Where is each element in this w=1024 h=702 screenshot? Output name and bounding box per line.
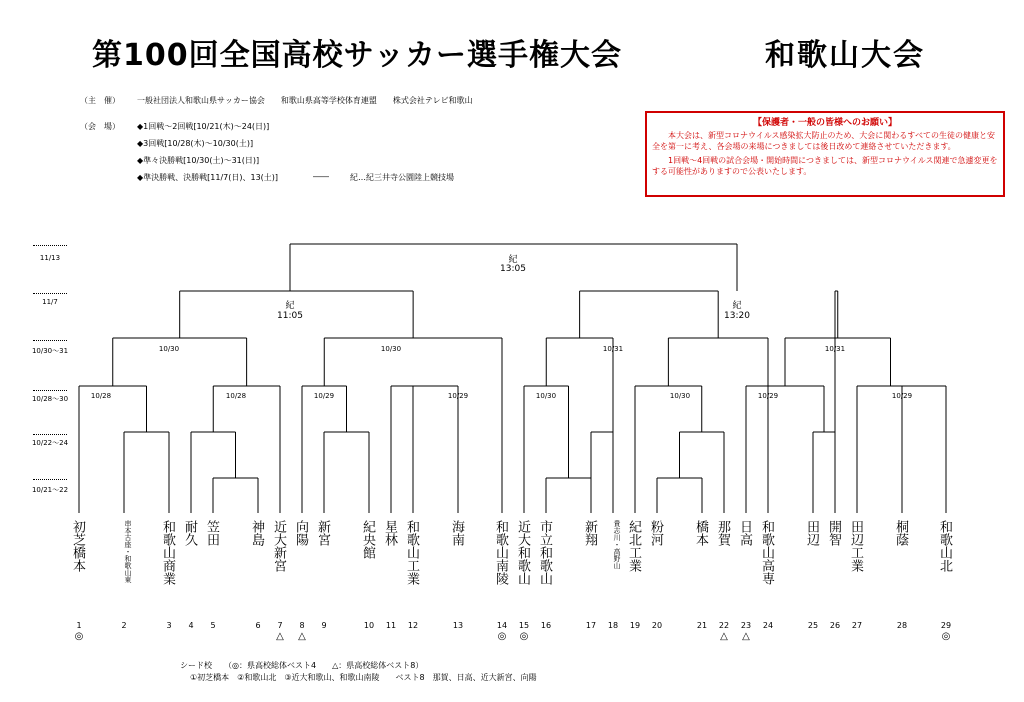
team-name: 和歌山商業 — [160, 520, 175, 585]
team-number: 25 — [807, 621, 819, 630]
team-number: 1 — [76, 621, 82, 630]
date-label: 11/7 — [42, 298, 58, 306]
seed-mark: △ — [720, 631, 728, 642]
seed-mark: ◎ — [497, 631, 507, 642]
team-name: 串本古座・和歌山東 — [124, 520, 132, 583]
page-title: 第100回全国高校サッカー選手権大会 — [92, 38, 623, 73]
host-label: （主 催） — [80, 96, 120, 105]
r3-date: 10/30 — [669, 392, 691, 400]
semi-venue: 紀 — [732, 301, 742, 311]
seed-mark: △ — [298, 631, 306, 642]
team-number: 20 — [651, 621, 663, 630]
team-number: 3 — [166, 621, 172, 630]
team-name: 新宮 — [315, 520, 330, 546]
schedule-2: ◆3回戦[10/28(木)～10/30(土)] — [137, 139, 254, 148]
team-number: 19 — [629, 621, 641, 630]
team-name: 神島 — [249, 520, 264, 546]
final-venue: 紀 — [508, 255, 518, 265]
date-label: 10/21～22 — [31, 486, 69, 494]
date-label: 10/28～30 — [31, 395, 69, 403]
team-name: 市立和歌山 — [537, 520, 552, 585]
seed-list: ①初芝橋本 ②和歌山北 ③近大和歌山、和歌山南陵 ベスト8 那賀、日高、近大新宮、向陽 — [190, 673, 537, 682]
qf-date: 10/30 — [158, 345, 180, 353]
seed-mark: ◎ — [519, 631, 529, 642]
r3-date: 10/29 — [757, 392, 779, 400]
semi-venue: 紀 — [285, 301, 295, 311]
team-name: 近大和歌山 — [515, 520, 530, 585]
team-number: 5 — [210, 621, 216, 630]
team-number: 2 — [121, 621, 127, 630]
team-number: 17 — [585, 621, 597, 630]
team-number: 16 — [540, 621, 552, 630]
team-name: 新翔 — [582, 520, 597, 546]
team-name: 近大新宮 — [271, 520, 286, 572]
date-label: 10/30～31 — [31, 347, 69, 355]
team-number: 6 — [255, 621, 261, 630]
team-number: 13 — [452, 621, 464, 630]
team-name: 田辺 — [804, 520, 819, 546]
venue-dash: ―― — [313, 172, 329, 181]
team-number: 8 — [299, 621, 305, 630]
r3-date: 10/28 — [225, 392, 247, 400]
team-name: 向陽 — [293, 520, 308, 546]
team-name: 和歌山高専 — [759, 520, 774, 585]
team-name: 貴志川・高野山 — [613, 520, 621, 569]
team-name: 日高 — [737, 520, 752, 546]
semi-time: 13:20 — [724, 311, 750, 321]
host-text: 一般社団法人和歌山県サッカー協会 和歌山県高等学校体育連盟 株式会社テレビ和歌山 — [137, 96, 473, 105]
team-name: 開智 — [826, 520, 841, 546]
team-name: 粉河 — [648, 520, 663, 546]
team-name: 初芝橋本 — [70, 520, 85, 572]
team-number: 26 — [829, 621, 841, 630]
seed-legend: シード校 （◎：県高校総体ベスト4 △：県高校総体ベスト8） — [180, 661, 424, 670]
notice-paragraph-1: 本大会は、新型コロナウイルス感染拡大防止のため、大会に関わるすべての生徒の健康と安全を第一に考え、各会場の来場につきましては後日改めて連絡させていただきます。 — [652, 131, 996, 151]
venue-text: 紀…紀三井寺公園陸上競技場 — [350, 173, 454, 182]
team-number: 7 — [277, 621, 283, 630]
team-number: 10 — [363, 621, 375, 630]
team-name: 橋本 — [693, 520, 708, 546]
team-number: 23 — [740, 621, 752, 630]
notice-paragraph-2: 1回戦～4回戦の試合会場・開始時間につきましては、新型コロナウイルス関連で急遽変更をする可能性がありますので公表いたします。 — [652, 156, 998, 176]
team-number: 15 — [518, 621, 530, 630]
team-number: 9 — [321, 621, 327, 630]
team-number: 27 — [851, 621, 863, 630]
team-number: 11 — [385, 621, 397, 630]
seed-mark: △ — [742, 631, 750, 642]
seed-mark: ◎ — [941, 631, 951, 642]
r3-date: 10/29 — [313, 392, 335, 400]
team-name: 和歌山南陵 — [493, 520, 508, 585]
date-label: 10/22～24 — [31, 439, 69, 447]
page-subtitle: 和歌山大会 — [765, 38, 925, 73]
team-name: 耐久 — [182, 520, 197, 546]
team-number: 18 — [607, 621, 619, 630]
r3-date: 10/29 — [891, 392, 913, 400]
team-name: 星林 — [382, 520, 397, 546]
semi-time: 11:05 — [277, 311, 303, 321]
venue-label: （会 場） — [80, 122, 120, 131]
team-name: 田辺工業 — [848, 520, 863, 572]
seed-mark: △ — [276, 631, 284, 642]
seed-mark: ◎ — [74, 631, 84, 642]
team-name: 海南 — [449, 520, 464, 546]
qf-date: 10/31 — [602, 345, 624, 353]
team-name: 那賀 — [715, 520, 730, 546]
team-name: 和歌山北 — [937, 520, 952, 572]
date-label: 11/13 — [39, 254, 61, 262]
team-number: 21 — [696, 621, 708, 630]
team-number: 14 — [496, 621, 508, 630]
team-number: 12 — [407, 621, 419, 630]
qf-date: 10/31 — [824, 345, 846, 353]
team-name: 紀北工業 — [626, 520, 641, 572]
r3-date: 10/29 — [447, 392, 469, 400]
team-number: 22 — [718, 621, 730, 630]
r3-date: 10/28 — [90, 392, 112, 400]
team-name: 紀央館 — [360, 520, 375, 559]
team-name: 笠田 — [204, 520, 219, 546]
schedule-3: ◆準々決勝戦[10/30(土)～31(日)] — [137, 156, 260, 165]
team-number: 4 — [188, 621, 194, 630]
schedule-4: ◆準決勝戦、決勝戦[11/7(日)、13(土)] — [137, 173, 279, 182]
notice-title: 【保護者・一般の皆様へのお願い】 — [752, 118, 897, 128]
team-number: 24 — [762, 621, 774, 630]
team-name: 和歌山工業 — [404, 520, 419, 585]
final-time: 13:05 — [500, 264, 526, 274]
team-number: 28 — [896, 621, 908, 630]
qf-date: 10/30 — [380, 345, 402, 353]
team-name: 桐蔭 — [893, 520, 908, 546]
r3-date: 10/30 — [535, 392, 557, 400]
schedule-1: ◆1回戦～2回戦[10/21(木)～24(日)] — [137, 122, 270, 131]
team-number: 29 — [940, 621, 952, 630]
